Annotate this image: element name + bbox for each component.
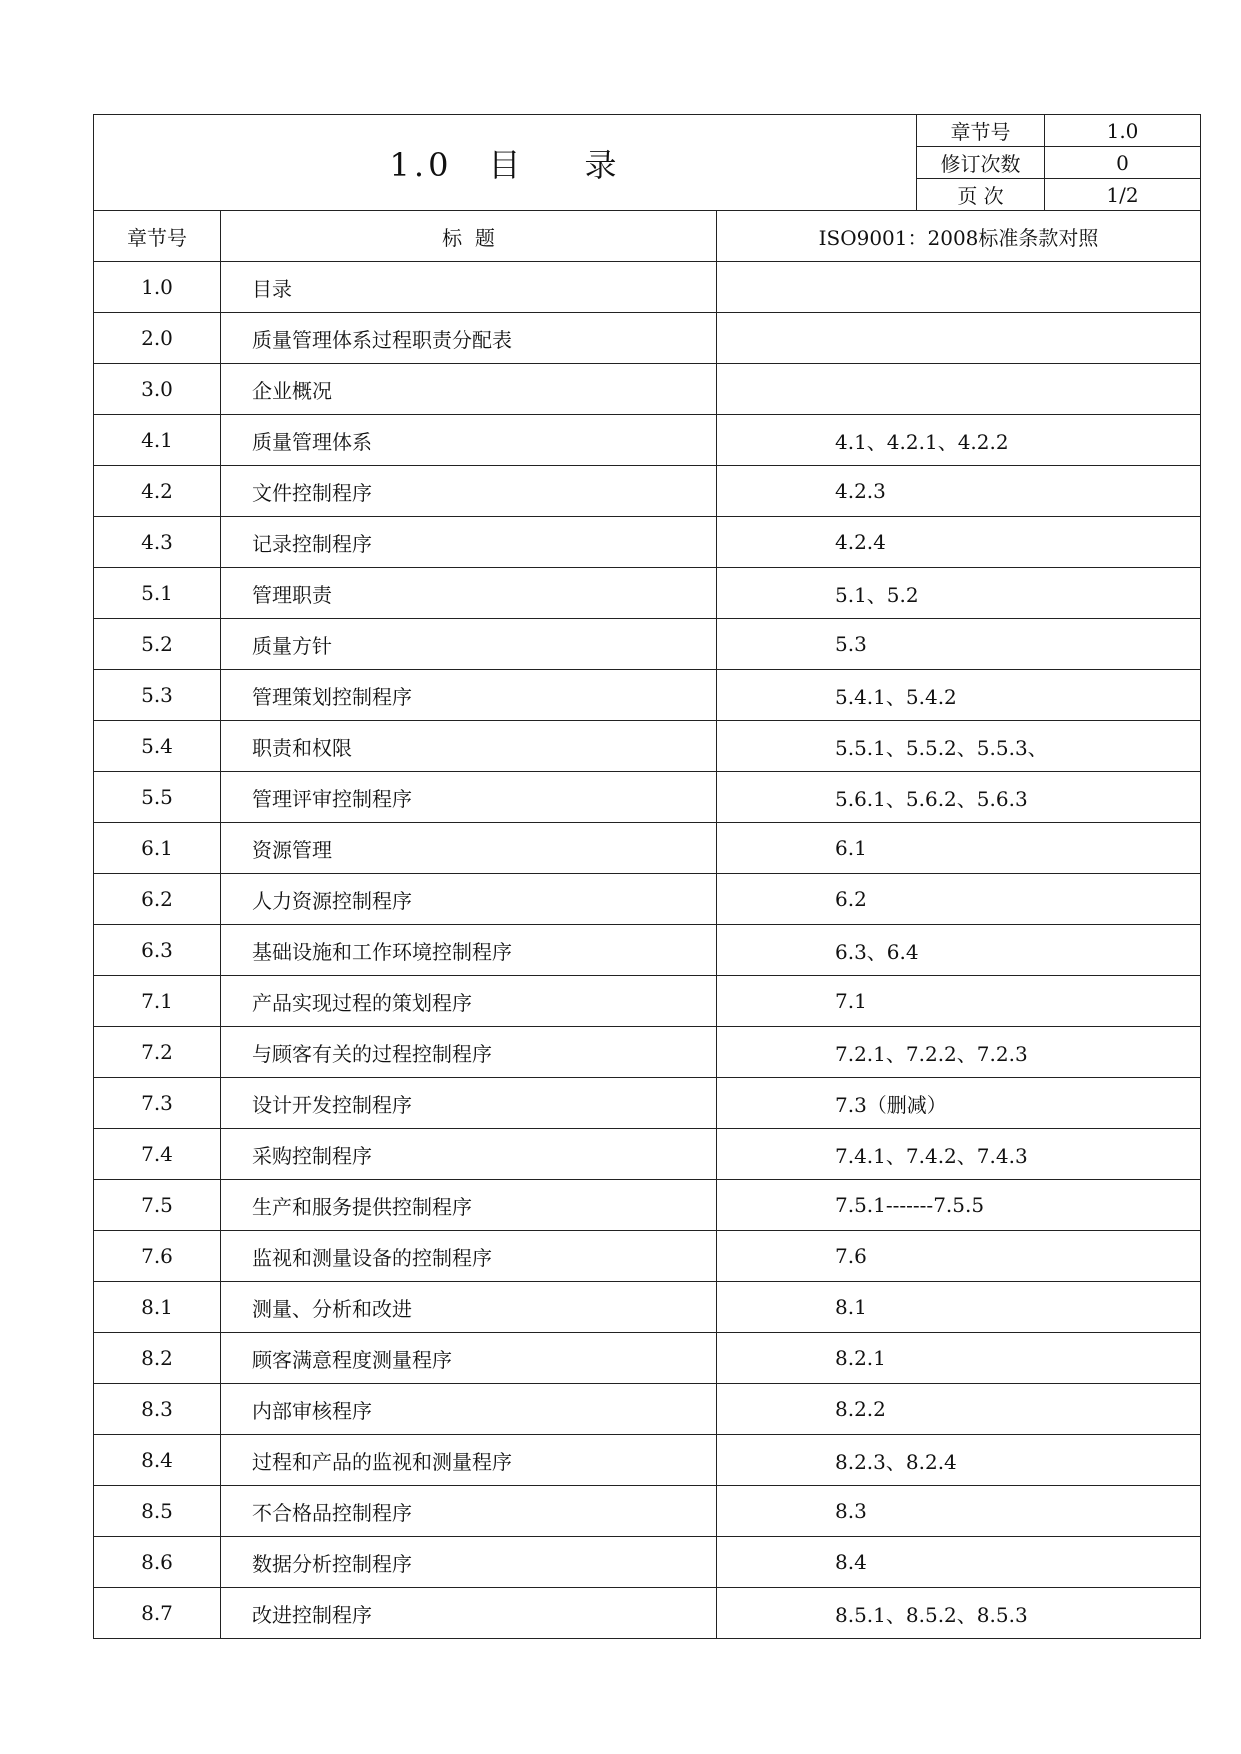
row-standard-clause: 8.3 [717,1486,1201,1537]
table-row [94,415,1201,466]
row-chapter-number: 8.6 [94,1537,221,1588]
table-row [94,1333,1201,1384]
row-title: 职责和权限 [221,721,717,772]
table-row [94,262,1201,313]
row-chapter-number: 4.2 [94,466,221,517]
row-standard-clause [717,262,1201,313]
row-title: 产品实现过程的策划程序 [221,976,717,1027]
row-title: 企业概况 [221,364,717,415]
table-row [94,1231,1201,1282]
row-chapter-number: 7.2 [94,1027,221,1078]
title-word-1: 目 [488,145,525,184]
table-row [94,925,1201,976]
row-standard-clause: 5.6.1、5.6.2、5.6.3 [717,772,1201,823]
contents-rows [94,262,1201,1639]
table-row [94,1537,1201,1588]
row-standard-clause: 8.2.1 [717,1333,1201,1384]
row-chapter-number: 2.0 [94,313,221,364]
row-title: 文件控制程序 [221,466,717,517]
meta-label-chapter: 章节号 [917,115,1045,147]
row-chapter-number: 7.4 [94,1129,221,1180]
row-chapter-number: 8.1 [94,1282,221,1333]
meta-label-revision: 修订次数 [917,147,1045,179]
row-standard-clause: 6.2 [717,874,1201,925]
row-title: 基础设施和工作环境控制程序 [221,925,717,976]
row-standard-clause: 7.4.1、7.4.2、7.4.3 [717,1129,1201,1180]
row-title: 资源管理 [221,823,717,874]
table-row [94,772,1201,823]
row-chapter-number: 7.3 [94,1078,221,1129]
row-chapter-number: 6.1 [94,823,221,874]
table-row [94,568,1201,619]
row-standard-clause: 8.5.1、8.5.2、8.5.3 [717,1588,1201,1639]
row-title: 顾客满意程度测量程序 [221,1333,717,1384]
row-title: 质量管理体系过程职责分配表 [221,313,717,364]
table-row [94,1384,1201,1435]
row-standard-clause [717,313,1201,364]
row-standard-clause: 4.2.4 [717,517,1201,568]
row-standard-clause: 5.3 [717,619,1201,670]
row-standard-clause: 6.3、6.4 [717,925,1201,976]
row-chapter-number: 8.3 [94,1384,221,1435]
table-row [94,670,1201,721]
table-row [94,1078,1201,1129]
column-header-chapter: 章节号 [94,211,221,262]
meta-label-page: 页 次 [917,179,1045,211]
column-header-row [94,211,1201,262]
row-standard-clause: 5.4.1、5.4.2 [717,670,1201,721]
table-row [94,313,1201,364]
row-title: 记录控制程序 [221,517,717,568]
row-title: 与顾客有关的过程控制程序 [221,1027,717,1078]
row-chapter-number: 3.0 [94,364,221,415]
row-standard-clause: 7.3（删减） [717,1078,1201,1129]
table-row [94,1027,1201,1078]
row-chapter-number: 1.0 [94,262,221,313]
title-word-2: 录 [584,145,621,184]
row-standard-clause [717,364,1201,415]
row-chapter-number: 5.4 [94,721,221,772]
table-row [94,823,1201,874]
meta-value-page: 1/2 [1045,179,1201,211]
row-standard-clause: 4.1、4.2.1、4.2.2 [717,415,1201,466]
document-page [93,114,1200,1639]
row-chapter-number: 5.3 [94,670,221,721]
header-table [93,114,1201,211]
column-header-standard: ISO9001：2008标准条款对照 [717,211,1201,262]
row-title: 管理评审控制程序 [221,772,717,823]
row-title: 内部审核程序 [221,1384,717,1435]
row-standard-clause: 8.2.2 [717,1384,1201,1435]
row-chapter-number: 8.5 [94,1486,221,1537]
row-standard-clause: 8.1 [717,1282,1201,1333]
row-chapter-number: 8.7 [94,1588,221,1639]
row-title: 质量管理体系 [221,415,717,466]
row-title: 目录 [221,262,717,313]
row-standard-clause: 8.4 [717,1537,1201,1588]
row-title: 监视和测量设备的控制程序 [221,1231,717,1282]
table-row [94,874,1201,925]
table-row [94,976,1201,1027]
header-row [94,115,1201,147]
row-title: 生产和服务提供控制程序 [221,1180,717,1231]
row-title: 设计开发控制程序 [221,1078,717,1129]
row-chapter-number: 7.5 [94,1180,221,1231]
table-row [94,1435,1201,1486]
row-title: 质量方针 [221,619,717,670]
row-standard-clause: 4.2.3 [717,466,1201,517]
contents-table [93,210,1201,1639]
row-standard-clause: 7.5.1-------7.5.5 [717,1180,1201,1231]
row-chapter-number: 5.1 [94,568,221,619]
table-row [94,466,1201,517]
meta-value-chapter: 1.0 [1045,115,1201,147]
row-standard-clause: 6.1 [717,823,1201,874]
row-title: 过程和产品的监视和测量程序 [221,1435,717,1486]
table-row [94,1129,1201,1180]
table-row [94,619,1201,670]
row-title: 不合格品控制程序 [221,1486,717,1537]
row-chapter-number: 5.5 [94,772,221,823]
row-standard-clause: 7.2.1、7.2.2、7.2.3 [717,1027,1201,1078]
row-chapter-number: 6.2 [94,874,221,925]
row-chapter-number: 7.6 [94,1231,221,1282]
row-chapter-number: 8.2 [94,1333,221,1384]
table-row [94,1486,1201,1537]
table-row [94,364,1201,415]
row-title: 数据分析控制程序 [221,1537,717,1588]
row-standard-clause: 5.1、5.2 [717,568,1201,619]
row-chapter-number: 4.3 [94,517,221,568]
table-row [94,517,1201,568]
row-chapter-number: 6.3 [94,925,221,976]
table-row [94,1588,1201,1639]
row-chapter-number: 8.4 [94,1435,221,1486]
row-standard-clause: 7.6 [717,1231,1201,1282]
row-chapter-number: 5.2 [94,619,221,670]
row-standard-clause: 5.5.1、5.5.2、5.5.3、 [717,721,1201,772]
row-chapter-number: 7.1 [94,976,221,1027]
row-title: 改进控制程序 [221,1588,717,1639]
row-title: 采购控制程序 [221,1129,717,1180]
document-title [94,115,917,211]
row-standard-clause: 8.2.3、8.2.4 [717,1435,1201,1486]
row-title: 管理策划控制程序 [221,670,717,721]
row-title: 人力资源控制程序 [221,874,717,925]
table-row [94,1282,1201,1333]
title-number: 1.0 [389,145,453,184]
row-title: 管理职责 [221,568,717,619]
table-row [94,1180,1201,1231]
row-title: 测量、分析和改进 [221,1282,717,1333]
row-chapter-number: 4.1 [94,415,221,466]
meta-value-revision: 0 [1045,147,1201,179]
table-row [94,721,1201,772]
row-standard-clause: 7.1 [717,976,1201,1027]
column-header-title: 标 题 [221,211,717,262]
